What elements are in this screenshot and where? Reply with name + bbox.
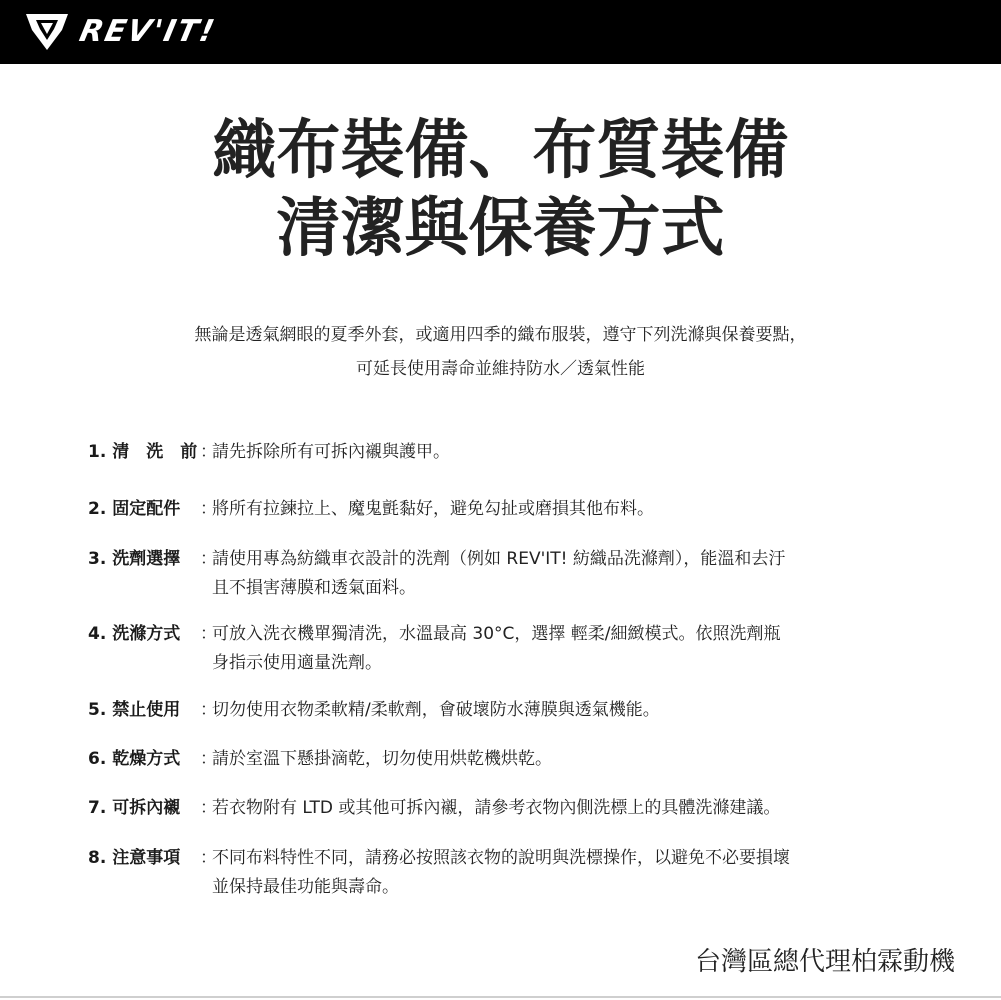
care-step-text	[212, 696, 928, 725]
care-step-2	[88, 495, 948, 524]
care-step-4	[88, 620, 948, 678]
brand-logo-text: REV'IT!	[76, 14, 220, 49]
care-step-label: 8. 注意事項	[88, 848, 181, 868]
distributor-credit: 台灣區總代理柏霖動機	[694, 947, 955, 977]
care-step-label: 3. 洗劑選擇	[88, 549, 181, 569]
brand-logo[interactable]	[24, 12, 220, 52]
care-step-text	[212, 745, 928, 774]
page-title	[0, 112, 1001, 268]
care-step-label: 5. 禁止使用	[88, 700, 181, 720]
page-title-line-1: 織布裝備、布質裝備	[212, 114, 789, 188]
page-title-line-2: 清潔與保養方式	[276, 192, 725, 266]
care-step-line: 將所有拉鍊拉上、魔鬼氈黏好，避免勾扯或磨損其他布料。	[212, 499, 654, 519]
bottom-divider	[0, 996, 1001, 998]
care-step-line: 不同布料特性不同，請務必按照該衣物的說明與洗標操作，以避免不必要損壞	[212, 848, 790, 868]
care-step-5	[88, 696, 948, 725]
care-step-colon: ：	[200, 442, 217, 462]
care-step-8	[88, 844, 948, 902]
intro-text	[0, 318, 1001, 386]
care-step-text	[212, 794, 928, 823]
care-step-7	[88, 794, 948, 823]
care-step-line: 身指示使用適量洗劑。	[212, 653, 382, 673]
header-bar	[0, 0, 1001, 64]
care-step-colon: ：	[200, 848, 217, 868]
care-step-colon: ：	[200, 549, 217, 569]
care-step-label: 7. 可拆內襯	[88, 798, 181, 818]
care-step-text	[212, 495, 928, 524]
revit-shield-icon	[24, 12, 70, 52]
care-step-label: 1. 清 洗 前	[88, 442, 198, 462]
care-step-text	[212, 438, 928, 467]
care-step-line: 並保持最佳功能與壽命。	[212, 877, 399, 897]
care-step-label: 6. 乾燥方式	[88, 749, 181, 769]
care-step-line: 若衣物附有 LTD 或其他可拆內襯，請參考衣物內側洗標上的具體洗滌建議。	[212, 798, 781, 818]
care-step-label: 4. 洗滌方式	[88, 624, 181, 644]
care-step-colon: ：	[200, 749, 217, 769]
care-step-6	[88, 745, 948, 774]
intro-line-1: 無論是透氣網眼的夏季外套，或適用四季的織布服裝，遵守下列洗滌與保養要點，	[194, 325, 807, 345]
care-step-text	[212, 545, 928, 603]
care-step-line: 可放入洗衣機單獨清洗，水溫最高 30°C，選擇 輕柔/細緻模式。依照洗劑瓶	[212, 624, 781, 644]
care-step-line: 且不損害薄膜和透氣面料。	[212, 578, 416, 598]
care-step-colon: ：	[200, 798, 217, 818]
care-step-colon: ：	[200, 499, 217, 519]
care-step-colon: ：	[200, 700, 217, 720]
care-step-1	[88, 438, 948, 467]
care-step-line: 請先拆除所有可拆內襯與護甲。	[212, 442, 450, 462]
intro-line-2: 可延長使用壽命並維持防水／透氣性能	[356, 359, 645, 379]
care-step-line: 切勿使用衣物柔軟精/柔軟劑，會破壞防水薄膜與透氣機能。	[212, 700, 660, 720]
care-step-text	[212, 844, 928, 902]
care-step-colon: ：	[200, 624, 217, 644]
care-step-text	[212, 620, 928, 678]
care-step-line: 請使用專為紡織車衣設計的洗劑（例如 REV'IT! 紡織品洗滌劑），能溫和去汙	[212, 549, 786, 569]
care-step-label: 2. 固定配件	[88, 499, 181, 519]
care-step-line: 請於室溫下懸掛滴乾，切勿使用烘乾機烘乾。	[212, 749, 552, 769]
care-step-3	[88, 545, 948, 603]
